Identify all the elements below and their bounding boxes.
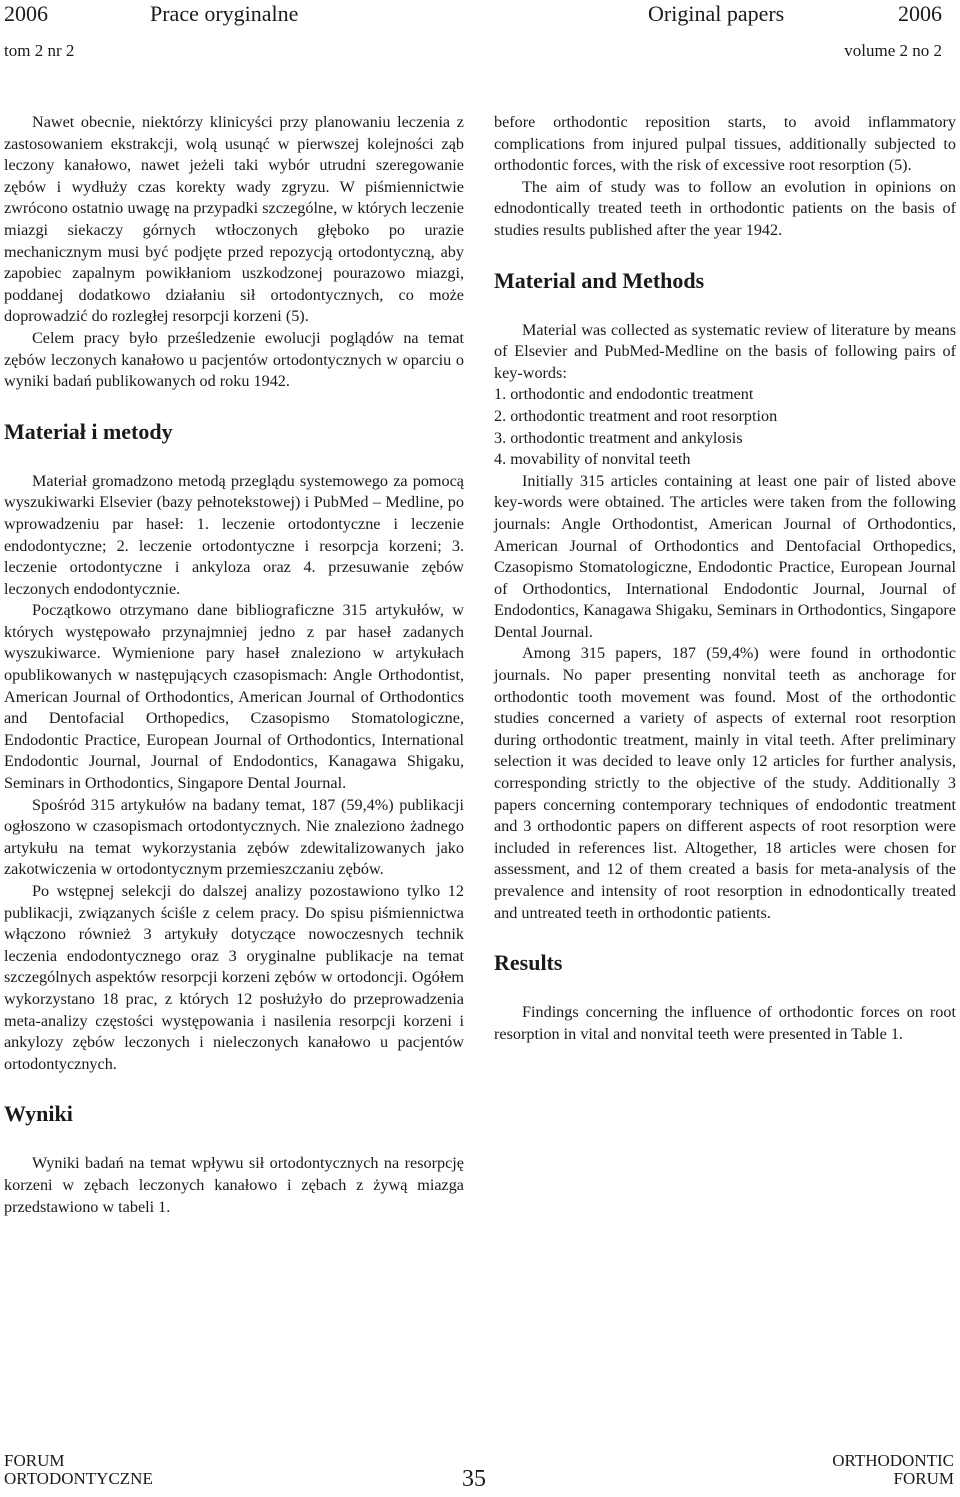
keyword-list-item: 3. orthodontic treatment and ankylosis — [494, 428, 743, 447]
footer-right-line2: FORUM — [893, 1469, 954, 1488]
left-heading-results: Wyniki — [4, 1101, 73, 1127]
left-paragraph-7: Wyniki badań na temat wpływu sił ortodontycznych na resorpcję korzeni w zębach leczonych kanałowo i zębach z żywą miazga przedstawiono w tabeli 1. — [4, 1154, 464, 1216]
right-paragraph-3: Material was collected as systematic review of literature by means of Elsevier and PubMed-Medline on the basis of following pairs of key-words: — [494, 320, 956, 382]
right-paragraph-6: Findings concerning the influence of orthodontic forces on root resorption in vital and nonvital teeth were presented in Table 1. — [494, 1003, 956, 1043]
keyword-list-item: 2. orthodontic treatment and root resorption — [494, 406, 778, 425]
right-paragraph-4: Initially 315 articles containing at least one pair of listed above key-words were obtained. The articles were taken from the following journals: Angle Orthodontist, American Journal of Orthodontics, American Journal of Orthodontics and Dentofacial Orthopedics, Czasopismo Stomatologiczne, Endodontic Practice, European Journal of Orthodontics, International Endodontic Journal, Journal of Endodontics, Kanagawa Shigaku, Seminars in Orthodontics, Singapore Dental Journal. — [494, 471, 956, 641]
page-number: 35 — [462, 1466, 486, 1492]
keyword-list — [494, 384, 956, 470]
left-paragraph-6: Po wstępnej selekcji do dalszej analizy pozostawiono tylko 12 publikacji, związanych ściśle z celem pracy. Do spisu piśmiennictwa włączono również 3 artykuły dotyczące nowoczesnych technik leczenia endodontycznego oraz 3 oryginalne publikacje na temat szczególnych aspektów resorpcji korzeni zębów w ortodoncji. Ogółem wykorzystano 18 prac, z których 12 posłużyło do przeprowadzenia meta-analizy częstości występowania i nasilenia resorpcji korzeni i ankylozy zębów leczonych i nieleczonych kanałowo u pacjentów ortodontycznych. — [4, 882, 464, 1073]
left-paragraph-1: Nawet obecnie, niektórzy klinicyści przy planowaniu leczenia z zastosowaniem ekstrakcji, wolą usunąć w pierwszej kolejności ząb leczony kanałowo, nawet jeżeli taki wybór utrudni szeregowanie zębów i wydłuży czas korekty wady zgryzu. W piśmiennictwie zwrócono ostatnio uwagę na przypadki szczególne, w których leczenie miazgi siekaczy górnych wtłoczonych głęboko po urazie mechanicznym musi być podjęte przed repozycją ortodontyczną, aby zapobiec zapalnym powikłaniom uszkodzonej pourazowo miazgi, poddanej dodatkowo działaniu sił ortodontycznych, co może doprowadzić do rozległej resorpcji korzeni (5). — [4, 113, 464, 326]
header-section-en: Original papers — [648, 1, 785, 26]
right-paragraph-2: The aim of study was to follow an evolution in opinions on ednodontically treated teeth in orthodontic patients on the basis of studies results published after the year 1942. — [494, 177, 956, 239]
header-section-pl: Prace oryginalne — [150, 1, 299, 26]
right-paragraph-5: Among 315 papers, 187 (59,4%) were found in orthodontic journals. No paper presenting nonvital teeth as anchorage for orthodontic tooth movement was found. Most of the orthodontic studies concerned a variety of aspects of external root resorption during orthodontic treatment, mainly in vital teeth. After preliminary selection it was decided to leave only 12 articles for further analysis, corresponding strictly to the objective of the study. Additionally 3 papers concerning contemporary techniques of endodontic treatment and 3 orthodontic papers on different aspects of root resorption were included in references list. Altogether, 18 articles were chosen for assessment, and 12 of them created a basis for meta-analysis of the prevalence and intensity of root resorption in ednodontically treated and untreated teeth in orthodontic patients. — [494, 644, 956, 922]
right-heading-methods: Material and Methods — [494, 267, 705, 293]
keyword-list-item: 4. movability of nonvital teeth — [494, 450, 691, 469]
header-volume-en: volume 2 no 2 — [844, 41, 942, 60]
keyword-list-item: 1. orthodontic and endodontic treatment — [494, 385, 754, 404]
left-heading-methods: Materiał i metody — [4, 418, 173, 444]
header-volume-pl: tom 2 nr 2 — [4, 41, 75, 60]
header-year-right: 2006 — [898, 1, 942, 26]
left-paragraph-4: Początkowo otrzymano dane bibliograficzne 315 artykułów, w których występowało przynajmniej jedno z par haseł zadanych wyszukiwarce. Wymienione pary haseł znaleziono w artykułach opublikowanych w następujących czasopismach: Angle Orthodontist, American Journal of Orthodontics, American Journal of Orthodontics and Dentofacial Orthopedics, Czasopismo Stomatologiczne, Endodontic Practice, European Journal of Orthodontics, International Endodontic Journal, Journal of Endodontics, Kanagawa Shigaku, Seminars in Orthodontics, Singapore Dental Journal. — [4, 601, 464, 793]
right-heading-results: Results — [494, 950, 563, 976]
right-paragraph-1: before orthodontic reposition starts, to avoid inflammatory complications from injured pulpal tissues, additionally subjected to orthodontic forces, with the risk of excessive root resorption (5). — [494, 113, 956, 175]
header-year-left: 2006 — [4, 1, 48, 26]
left-paragraph-3: Materiał gromadzono metodą przeglądu systemowego za pomocą wyszukiwarki Elsevier (bazy pełnotekstowej) i PubMed – Medline, po wprowadzeniu par haseł: 1. leczenie ortodontyczne i leczenie endodontyczne; 2. leczenie ortodontyczne i resorpcja korzeni; 3. leczenie ortodontyczne i ankyloza oraz 4. przesuwanie zębów leczonych endodontycznie. — [4, 471, 464, 598]
footer-right-line1: ORTHODONTIC — [832, 1451, 954, 1470]
left-paragraph-2: Celem pracy było prześledzenie ewolucji poglądów na temat zębów leczonych kanałowo u pacjentów ortodontycznych w oparciu o wyniki badań publikowanych od roku 1942. — [4, 328, 464, 391]
left-paragraph-5: Spośród 315 artykułów na badany temat, 187 (59,4%) publikacji ogłoszono w czasopismach ortodontycznych. Nie znaleziono żadnego artykułu na temat wykorzystania zębów zdewitalizowanych jako zakotwiczenia w ortodontycznym przemieszczaniu zębów. — [4, 795, 464, 879]
left-column — [4, 112, 464, 1218]
footer-left-line2: ORTODONTYCZNE — [4, 1469, 153, 1488]
footer-left-line1: FORUM — [4, 1451, 65, 1470]
right-column — [494, 112, 956, 1045]
